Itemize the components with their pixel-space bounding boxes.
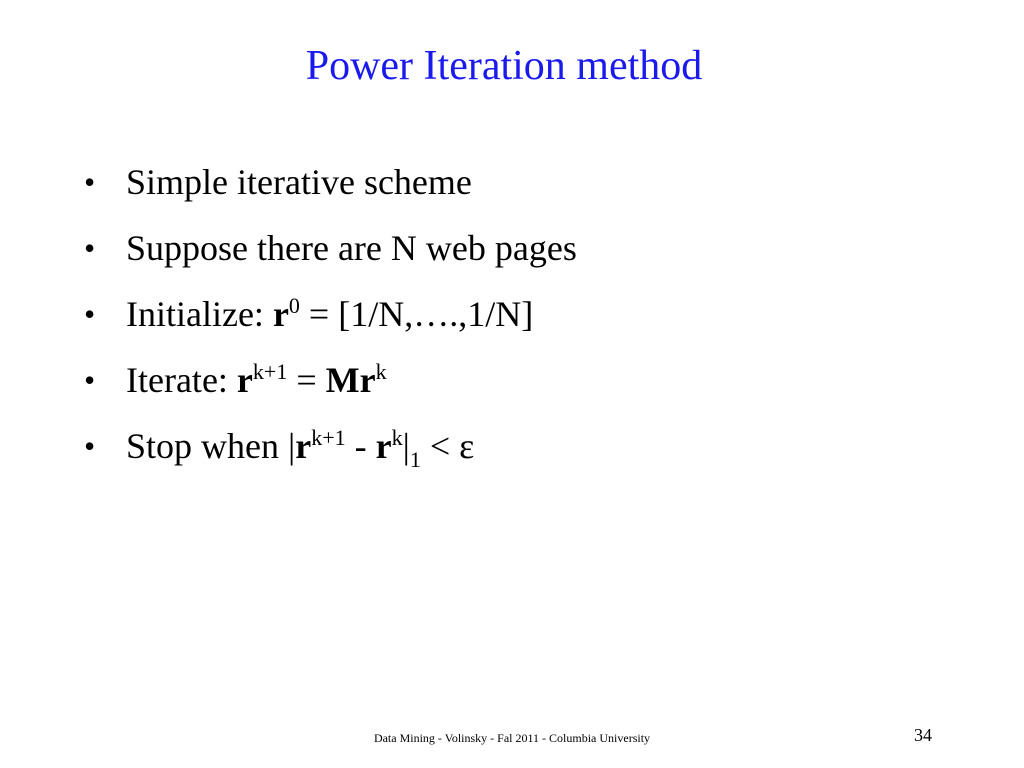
superscript: k — [375, 359, 387, 384]
norm-bar: | — [402, 426, 410, 466]
superscript: 0 — [288, 293, 300, 318]
bullet-item — [84, 160, 577, 204]
bullet-list — [84, 160, 577, 490]
bullet-icon: • — [84, 164, 96, 200]
bullet-text: Suppose there are N web pages — [126, 228, 577, 268]
vector-r: r — [272, 294, 289, 334]
bullet-icon: • — [84, 428, 96, 464]
bullet-item — [84, 226, 577, 270]
bullet-text-prefix: Initialize: — [126, 294, 273, 334]
bullet-item — [84, 424, 577, 472]
less-than-epsilon: < ε — [420, 426, 475, 466]
matrix-vector-Mr: Mr — [325, 360, 376, 400]
bullet-text-prefix: Stop when | — [126, 426, 296, 466]
bullet-item — [84, 292, 577, 336]
superscript: k — [391, 425, 403, 450]
bullet-icon: • — [84, 230, 96, 266]
bullet-text-prefix: Iterate: — [126, 360, 237, 400]
slide-title: Power Iteration method — [305, 43, 703, 89]
minus-sign: - — [345, 426, 376, 466]
page-number: 34 — [914, 725, 932, 745]
bullet-text: Simple iterative scheme — [126, 162, 472, 202]
subscript: 1 — [409, 447, 421, 472]
bullet-text-rest: = [1/N,….,1/N] — [299, 294, 534, 334]
equals-sign: = — [287, 360, 326, 400]
superscript: k+1 — [311, 425, 346, 450]
bullet-icon: • — [84, 296, 96, 332]
vector-r: r — [236, 360, 253, 400]
vector-r: r — [375, 426, 392, 466]
bullet-item — [84, 358, 577, 402]
vector-r: r — [295, 426, 312, 466]
slide-footer: Data Mining - Volinsky - Fal 2011 - Columbia University — [373, 731, 651, 745]
superscript: k+1 — [252, 359, 288, 384]
bullet-icon: • — [84, 362, 96, 398]
